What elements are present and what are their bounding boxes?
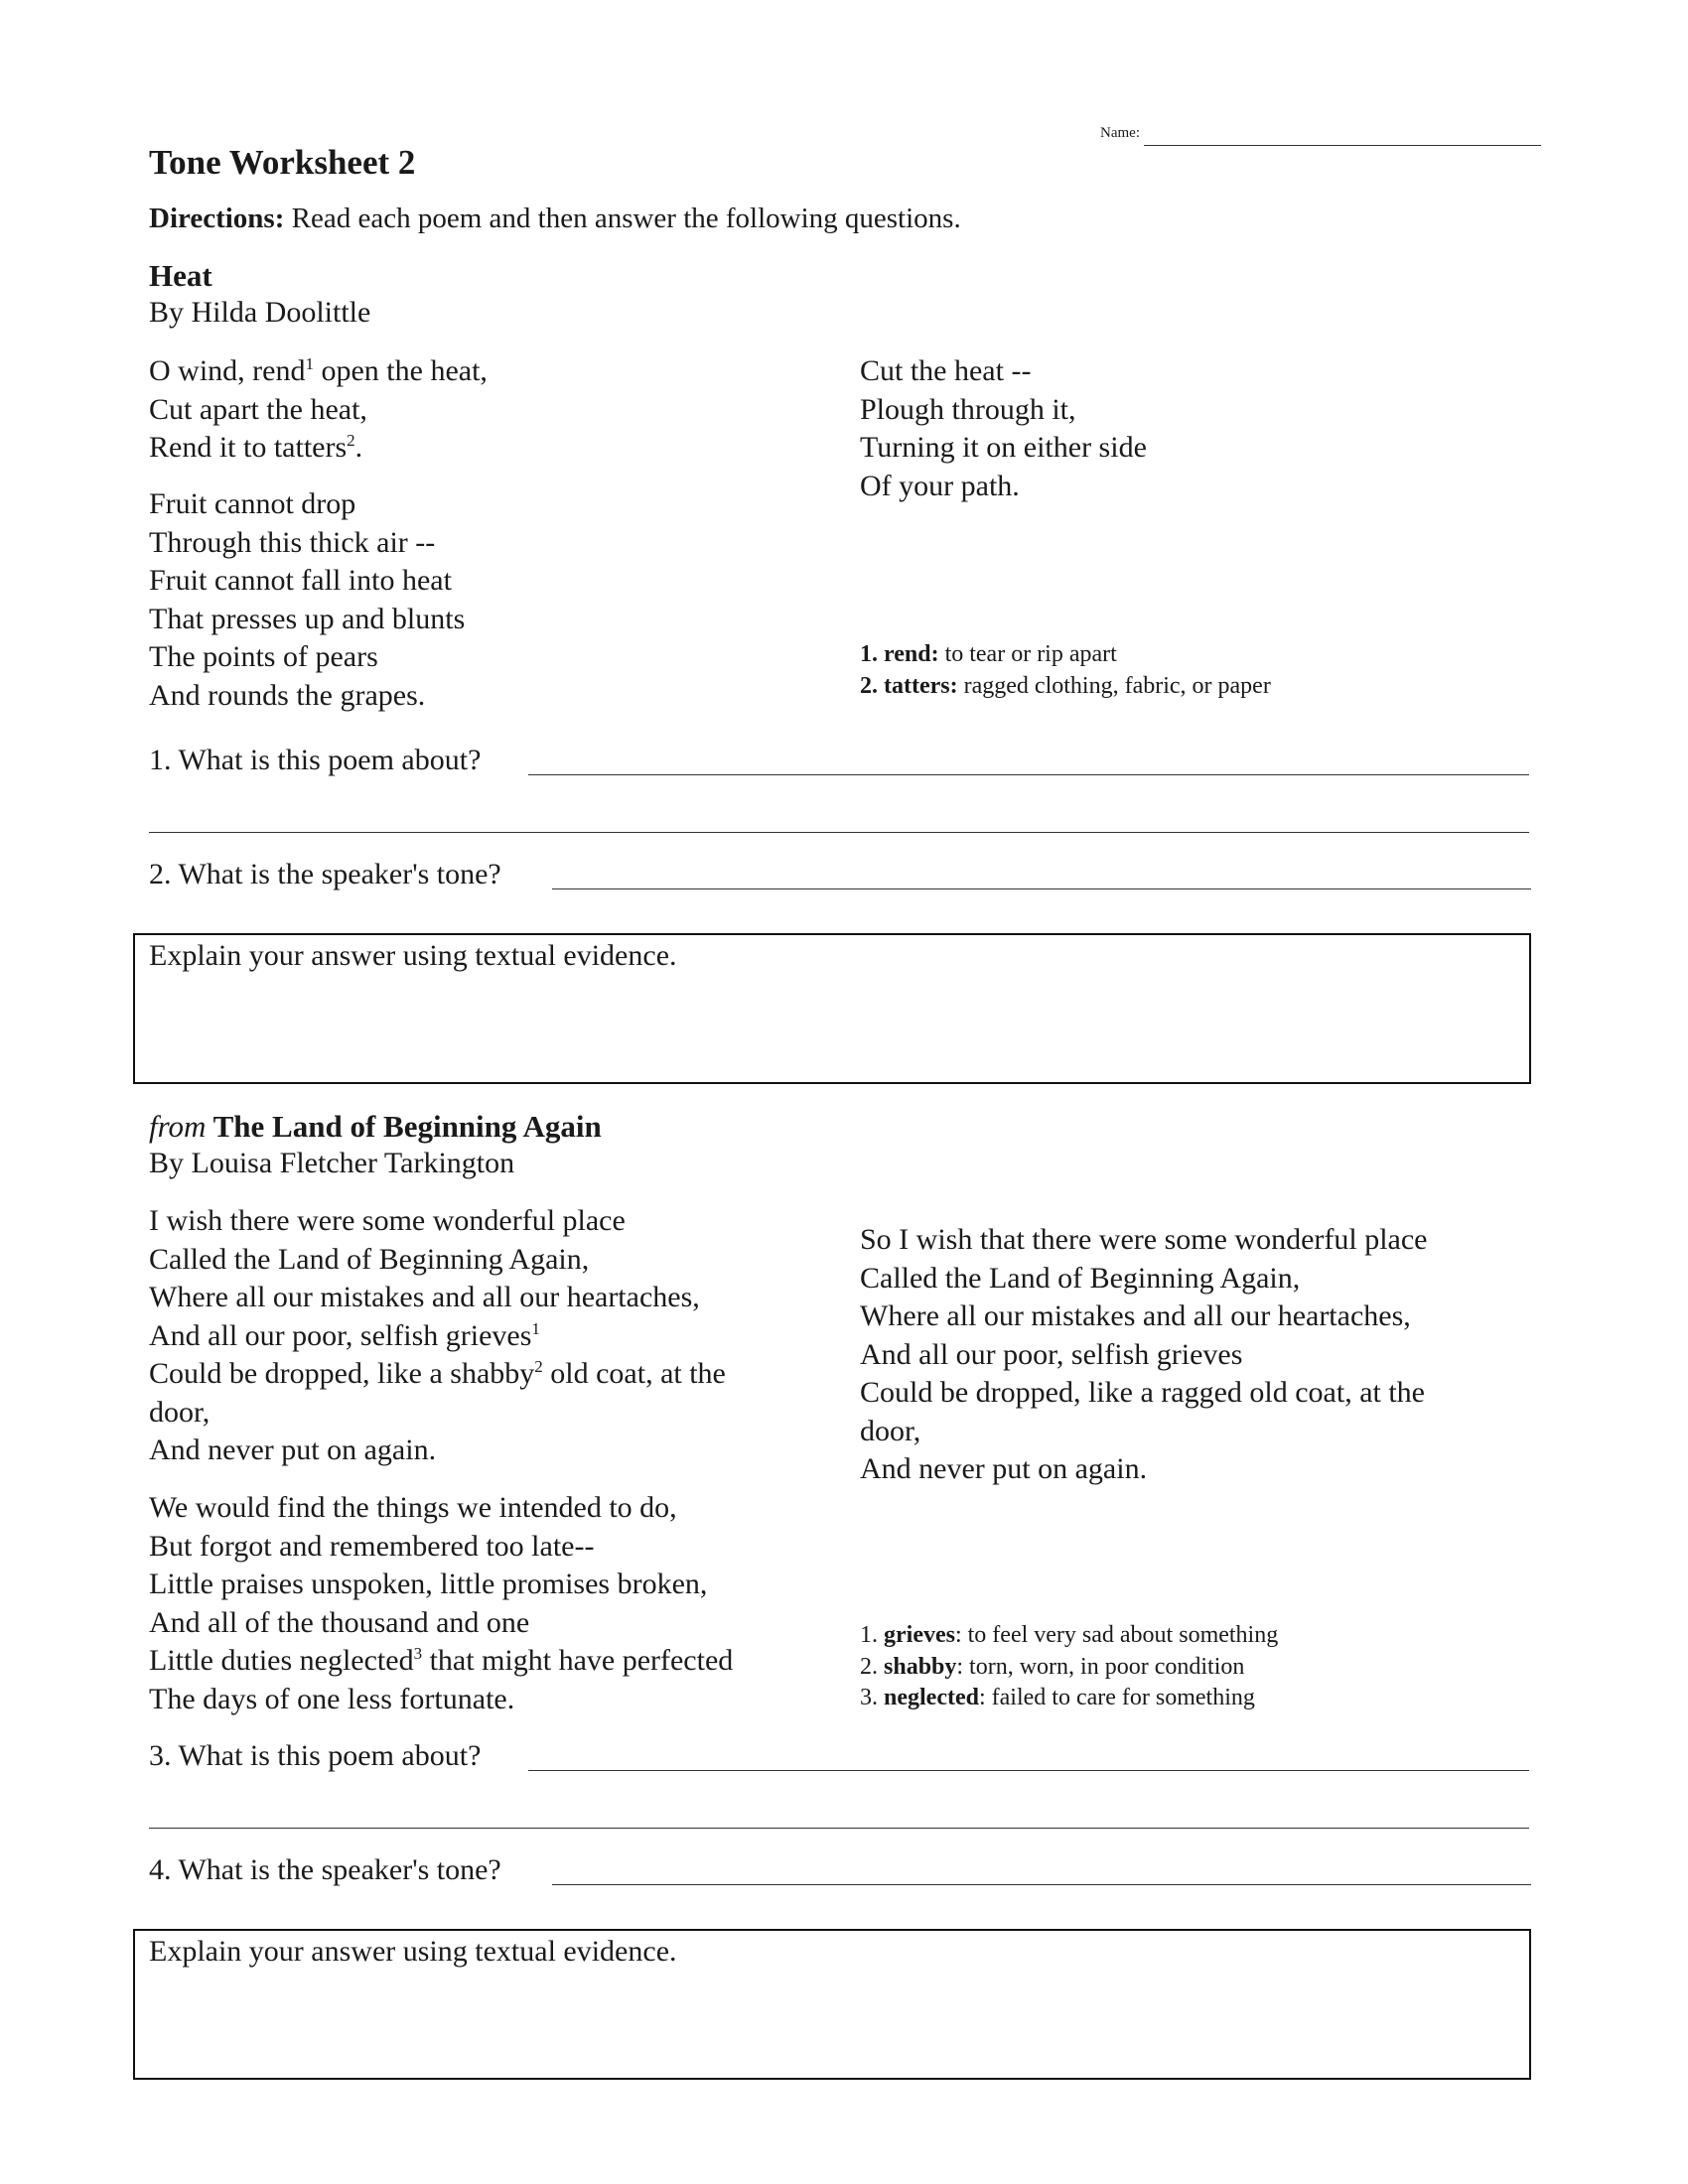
poem-line: And rounds the grapes. xyxy=(149,678,426,712)
poem1-stanza-3 xyxy=(860,352,1147,505)
evidence-prompt-1: Explain your answer using textual evidence. xyxy=(149,939,677,972)
poem-line: Cut the heat -- xyxy=(860,354,1032,387)
poem-line: We would find the things we intended to do, xyxy=(149,1491,677,1524)
glossary-item: 2. shabby: torn, worn, in poor condition xyxy=(860,1653,1245,1680)
question-1: 1. What is this poem about? xyxy=(149,744,482,776)
answer-line-1b[interactable] xyxy=(149,832,1529,833)
directions-text: Read each poem and then answer the following questions. xyxy=(284,203,961,234)
poem2-stanza-3 xyxy=(860,1221,1427,1489)
poem-line: And never put on again. xyxy=(149,1433,437,1466)
question-2: 2. What is the speaker's tone? xyxy=(149,858,501,890)
poem-line: Through this thick air -- xyxy=(149,525,436,559)
poem2-glossary xyxy=(860,1620,1278,1714)
poem1-author: By Hilda Doolittle xyxy=(149,296,371,329)
poem-line: Could be dropped, like a shabby$^2$ old coat, at the xyxy=(149,1357,726,1390)
poem-line: Little duties neglected$^3$ that might have perfected xyxy=(149,1644,734,1677)
poem-line: And all our poor, selfish grieves xyxy=(860,1337,1243,1371)
poem-line: That presses up and blunts xyxy=(149,602,466,635)
poem-line: O wind, rend$^1$ open the heat, xyxy=(149,354,488,387)
poem1-stanza-2 xyxy=(149,485,465,715)
poem-line: Little praises unspoken, little promises broken, xyxy=(149,1568,708,1600)
poem-line: Of your path. xyxy=(860,469,1020,502)
poem-line: But forgot and remembered too late-- xyxy=(149,1529,595,1563)
poem-line: So I wish that there were some wonderful place xyxy=(860,1223,1428,1256)
poem-line: Cut apart the heat, xyxy=(149,392,367,426)
evidence-box-1[interactable] xyxy=(133,933,1531,1084)
poem-line: Plough through it, xyxy=(860,392,1076,426)
glossary-item: 2. tatters: ragged clothing, fabric, or paper xyxy=(860,672,1271,699)
directions xyxy=(149,203,961,235)
poem-line: Called the Land of Beginning Again, xyxy=(149,1242,590,1276)
answer-line-3b[interactable] xyxy=(149,1828,1529,1829)
question-3: 3. What is this poem about? xyxy=(149,1739,482,1772)
poem-line: door, xyxy=(149,1395,211,1429)
poem-line: Turning it on either side xyxy=(860,431,1147,464)
page-title: Tone Worksheet 2 xyxy=(149,143,416,182)
poem-line: Where all our mistakes and all our heartaches, xyxy=(860,1299,1411,1332)
answer-line-2[interactable] xyxy=(552,888,1531,889)
answer-line-4[interactable] xyxy=(552,1884,1531,1885)
poem2-title-prefix: from xyxy=(149,1109,207,1144)
poem1-title: Heat xyxy=(149,258,212,293)
poem-line: Called the Land of Beginning Again, xyxy=(860,1261,1301,1295)
evidence-prompt-2: Explain your answer using textual evidence. xyxy=(149,1935,677,1968)
poem-line: The days of one less fortunate. xyxy=(149,1682,515,1715)
glossary-item: 1. rend: to tear or rip apart xyxy=(860,641,1117,667)
directions-label: Directions: xyxy=(149,203,285,234)
poem2-stanza-1 xyxy=(149,1202,726,1470)
poem-line: door, xyxy=(860,1414,921,1447)
poem1-glossary xyxy=(860,639,1271,702)
poem-line: And all of the thousand and one xyxy=(149,1605,530,1639)
glossary-item: 1. grieves: to feel very sad about something xyxy=(860,1622,1279,1648)
poem1-stanza-1 xyxy=(149,352,488,468)
evidence-box-2[interactable] xyxy=(133,1929,1531,2080)
poem-line: And all our poor, selfish grieves$^1$ xyxy=(149,1318,540,1352)
poem2-author: By Louisa Fletcher Tarkington xyxy=(149,1147,515,1179)
poem-line: The points of pears xyxy=(149,640,378,673)
glossary-item: 3. neglected: failed to care for something xyxy=(860,1685,1255,1710)
poem-line: Fruit cannot drop xyxy=(149,487,356,520)
question-4: 4. What is the speaker's tone? xyxy=(149,1853,501,1886)
name-field[interactable] xyxy=(1144,145,1541,146)
poem2-title: from The Land of Beginning Again xyxy=(149,1109,602,1144)
poem-line: I wish there were some wonderful place xyxy=(149,1204,626,1237)
poem-line: Could be dropped, like a ragged old coat, at the xyxy=(860,1376,1425,1409)
answer-line-3[interactable] xyxy=(528,1770,1529,1771)
poem-line: Where all our mistakes and all our heartaches, xyxy=(149,1281,700,1313)
poem2-stanza-2 xyxy=(149,1489,733,1718)
poem-line: Rend it to tatters$^2$. xyxy=(149,431,363,464)
name-label: Name: xyxy=(1100,125,1140,141)
poem-line: Fruit cannot fall into heat xyxy=(149,564,452,597)
answer-line-1[interactable] xyxy=(528,774,1529,775)
poem-line: And never put on again. xyxy=(860,1452,1148,1485)
